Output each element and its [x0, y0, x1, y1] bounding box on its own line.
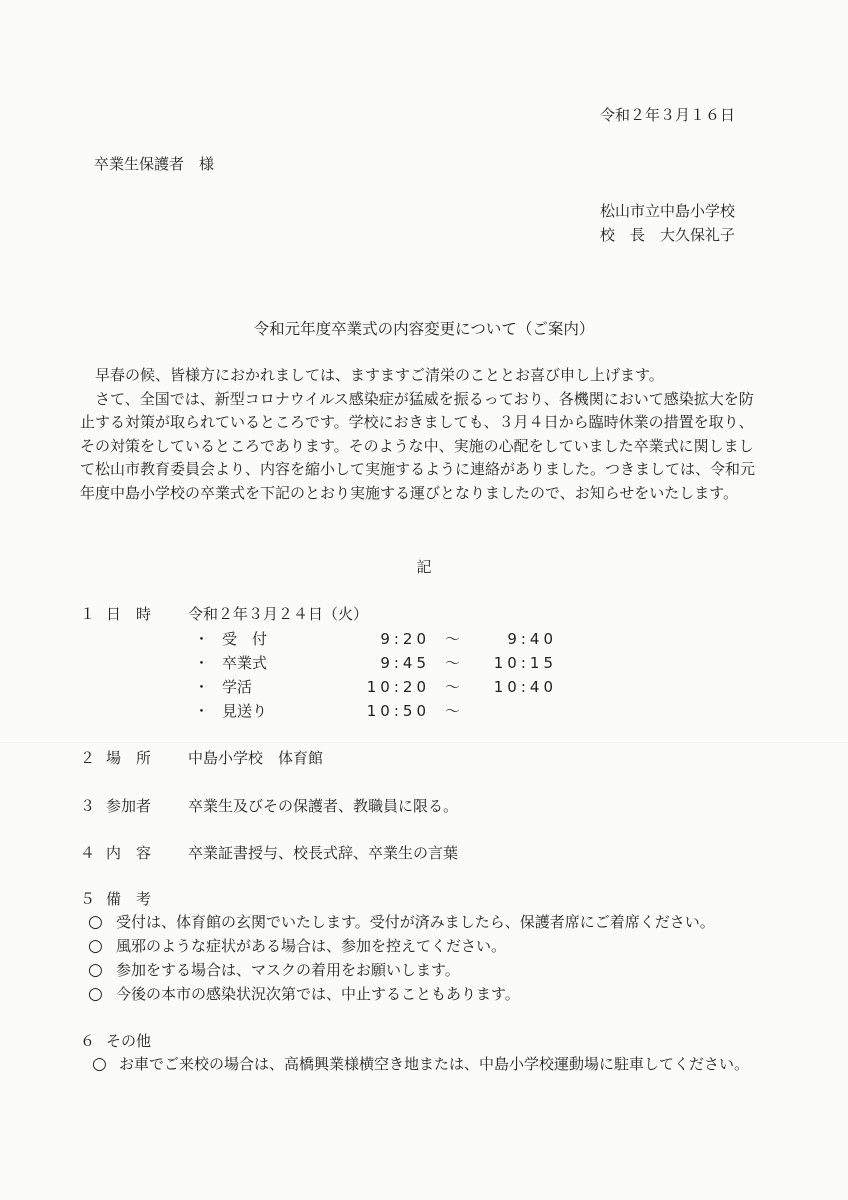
remark-text: 参加をする場合は、マスクの着用をお願いします。: [116, 961, 460, 979]
bullet: ・: [194, 630, 210, 648]
circle-bullet: ○: [92, 1054, 107, 1074]
body-text: [80, 364, 756, 505]
bullet: ・: [194, 702, 210, 720]
addressee: 卒業生保護者 様: [94, 155, 215, 173]
schedule-start: 10:20: [366, 678, 430, 696]
bullet: ・: [194, 678, 210, 696]
circle-bullet: ○: [88, 984, 103, 1004]
document-title: 令和元年度卒業式の内容変更について（ご案内）: [253, 320, 595, 338]
other-text: お車でご来校の場合は、高橋興業様横空き地または、中島小学校運動場に駐車してください。: [119, 1055, 750, 1073]
circle-bullet: ○: [88, 912, 103, 932]
remark-text: 風邪のような症状がある場合は、参加を控えてください。: [116, 937, 507, 955]
schedule-end: 10:40: [493, 678, 557, 696]
schedule-tilde: ～: [445, 630, 461, 648]
item-number: ２: [80, 749, 96, 767]
sender-principal: 校 長 大久保礼子: [600, 226, 736, 244]
item-label: その他: [106, 1032, 152, 1050]
item-label: 場 所: [106, 749, 152, 767]
item-number: ４: [80, 844, 96, 862]
schedule-tilde: ～: [445, 678, 461, 696]
schedule-start: 10:50: [366, 702, 430, 720]
item-number: １: [80, 605, 96, 623]
bullet: ・: [194, 654, 210, 672]
main-paragraph: さて、全国では、新型コロナウイルス感染症が猛威を振るっており、各機関において感染拡大を防止する対策が取られているところです。学校におきましても、３月４日から臨時休業の措置を取り、その対策をしているところであります。そのような中、実施の心配をしていました卒業式に関しまして松山市教育委員会より、内容を縮小して実施するように連絡がありました。つきましては、令和元年度中島小学校の卒業式を下記のとおり実施する運びとなりましたので、お知らせをいたします。: [80, 389, 756, 502]
ki-heading: 記: [416, 558, 432, 576]
item-label: 内 容: [106, 844, 152, 862]
item-number: ３: [80, 797, 96, 815]
document-date: 令和２年３月１６日: [600, 106, 736, 124]
item-value: 令和２年３月２４日（火）: [188, 605, 369, 623]
sender-school: 松山市立中島小学校: [600, 202, 736, 220]
item-label: 備 考: [106, 890, 152, 908]
item-value: 卒業生及びその保護者、教職員に限る。: [188, 797, 459, 815]
schedule-name: 卒業式: [222, 654, 268, 672]
schedule-tilde: ～: [445, 702, 461, 720]
schedule-end: 10:15: [493, 654, 557, 672]
remark-text: 今後の本市の感染状況次第では、中止することもあります。: [116, 985, 520, 1003]
item-number: ６: [80, 1032, 96, 1050]
item-value: 中島小学校 体育館: [188, 749, 324, 767]
other-note: [88, 1053, 768, 1076]
scan-artifact: [0, 742, 848, 743]
schedule-name: 見送り: [222, 702, 268, 720]
item-label: 参加者: [106, 797, 152, 815]
greeting-paragraph: 早春の候、皆様方におかれましては、ますますご清栄のこととお喜び申し上げます。: [95, 366, 664, 384]
schedule-end: 9:40: [507, 630, 557, 648]
schedule-tilde: ～: [445, 654, 461, 672]
schedule-start: 9:45: [380, 654, 430, 672]
circle-bullet: ○: [88, 960, 103, 980]
item-label: 日 時: [106, 605, 152, 623]
item-number: ５: [80, 890, 96, 908]
schedule-name: 学活: [222, 678, 253, 696]
schedule-name: 受 付: [222, 630, 268, 648]
schedule-start: 9:20: [380, 630, 430, 648]
circle-bullet: ○: [88, 936, 103, 956]
remark-text: 受付は、体育館の玄関でいたします。受付が済みましたら、保護者席にご着席ください。: [116, 913, 715, 931]
item-value: 卒業証書授与、校長式辞、卒業生の言葉: [188, 844, 459, 862]
